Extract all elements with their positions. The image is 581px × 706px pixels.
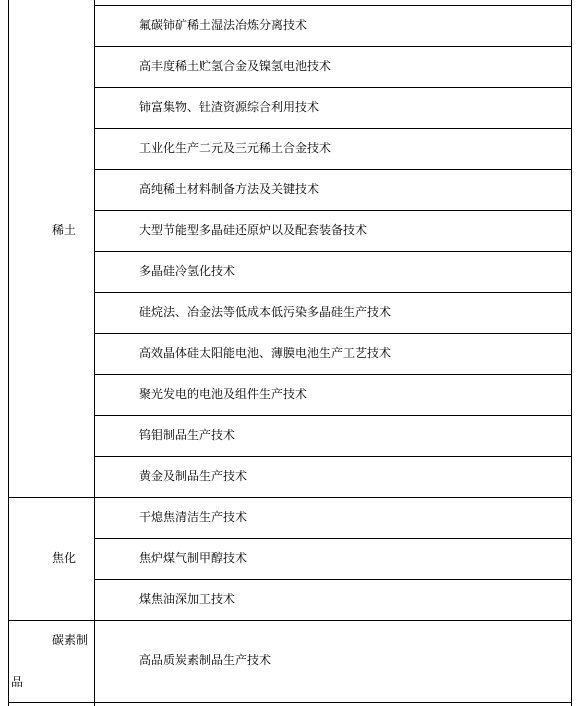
table-cell-item: 大型节能型多晶硅还原炉以及配套装备技术 <box>139 223 368 237</box>
category-label-line2: 品 <box>11 675 24 689</box>
table-cell-item: 高丰度稀土贮氢合金及镍氢电池技术 <box>139 59 332 73</box>
table-cell-item: 高纯稀土材料制备方法及关键技术 <box>139 182 320 196</box>
row-divider <box>94 210 572 211</box>
table-cell-item: 钨钼制品生产技术 <box>139 428 236 442</box>
row-divider <box>94 87 572 88</box>
row-divider <box>94 169 572 170</box>
row-divider <box>94 579 572 580</box>
table-cell-item: 黄金及制品生产技术 <box>139 469 248 483</box>
table-column-divider <box>94 0 95 706</box>
table-cell-item: 氟碳铈矿稀土湿法冶炼分离技术 <box>139 18 308 32</box>
table-cell-item: 铈富集物、钍渣资源综合利用技术 <box>139 100 320 114</box>
row-divider <box>94 251 572 252</box>
row-divider <box>94 5 572 6</box>
row-divider <box>94 333 572 334</box>
category-divider <box>8 497 572 498</box>
row-divider <box>94 456 572 457</box>
row-divider <box>94 538 572 539</box>
table-cell-item: 焦炉煤气制甲醇技术 <box>139 551 248 565</box>
row-divider <box>94 128 572 129</box>
table-cell-item: 干熄焦清洁生产技术 <box>139 510 248 524</box>
row-divider <box>94 46 572 47</box>
table-cell-item: 硅烷法、冶金法等低成本低污染多晶硅生产技术 <box>139 305 392 319</box>
table-cell-item: 煤焦油深加工技术 <box>139 592 236 606</box>
table-cell-item: 工业化生产二元及三元稀土合金技术 <box>139 141 332 155</box>
table-cell-item: 高效晶体硅太阳能电池、薄膜电池生产工艺技术 <box>139 346 392 360</box>
category-label: 稀土 <box>52 223 77 237</box>
table-cell-item: 高品质炭素制品生产技术 <box>139 653 272 667</box>
row-divider <box>94 415 572 416</box>
table-border-left <box>8 0 9 706</box>
table-cell-item: 聚光发电的电池及组件生产技术 <box>139 387 308 401</box>
category-label: 焦化 <box>52 551 77 565</box>
table-cell-item: 多晶硅冷氢化技术 <box>139 264 236 278</box>
row-divider <box>94 292 572 293</box>
category-label-line1: 碳素制 <box>52 633 89 647</box>
category-divider <box>8 620 572 621</box>
category-divider <box>8 702 572 703</box>
table-border-right <box>571 0 572 706</box>
row-divider <box>94 374 572 375</box>
